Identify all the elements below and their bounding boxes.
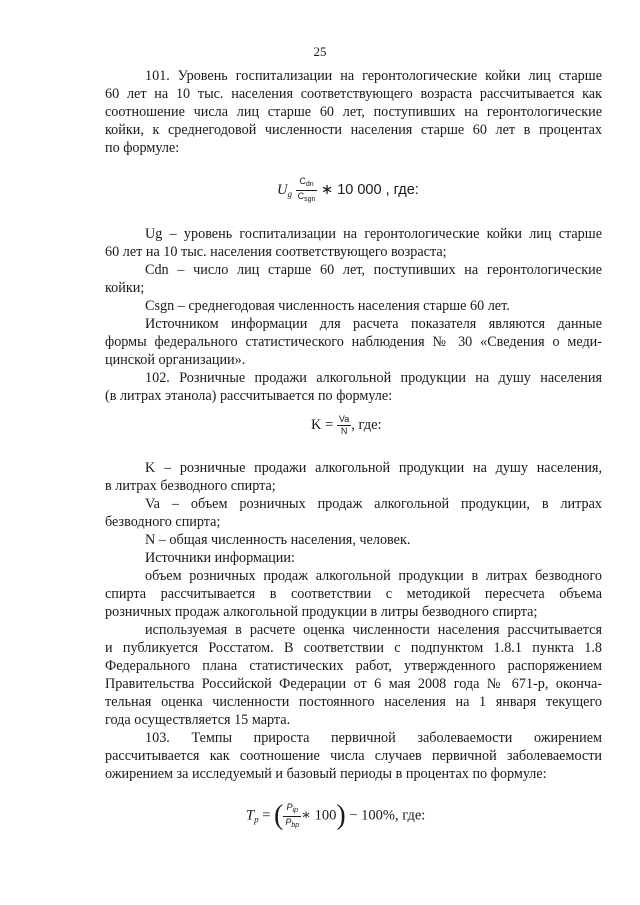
text-line: K – розничные продажи алкогольной продукции на душу населения,: [145, 460, 602, 476]
text-line: безводного спирта;: [105, 514, 221, 530]
text-line: 102. Розничные продажи алкогольной продукции на душу населения: [145, 370, 602, 386]
text-line: Csgn – среднегодовая численность населения старше 60 лет.: [145, 298, 510, 314]
text-line: N – общая численность населения, человек.: [145, 532, 411, 548]
text-line: используемая в расчете оценка численности населения рассчитывается: [145, 622, 602, 638]
text-line: Правительства Российской Федерации от 6 мая 2008 года № 671-р, оконча-: [105, 676, 602, 692]
fraction: $\frac{Va}{N}$: [338, 414, 350, 436]
text-line: Ug – уровень госпитализации на геронтологические койки лиц старше: [145, 226, 602, 242]
text-line: в литрах безводного спирта;: [105, 478, 276, 494]
text-line: 60 лет на 10 тыс. населения соответствующего возраста рассчитывается как: [105, 86, 602, 102]
text-line: Источники информации:: [145, 550, 295, 566]
text-line: розничных продаж алкогольной продукции в литры безводного спирта;: [105, 604, 538, 620]
formula-obesity: $T_p$ = ( $\frac{P_{ip}}{P_{bp}}$ ∗ 100) − 100%, где:: [246, 800, 426, 831]
text-line: Федерального плана статистических работ, утвержденного распоряжением: [105, 658, 602, 674]
text-line: (в литрах этанола) рассчитывается по формуле:: [105, 388, 393, 404]
text-line: и публикуется Росстатом. В соответствии с подпунктом 1.8.1 пункта 1.8: [105, 640, 602, 656]
text-line: 103. Темпы прироста первичной заболеваемости ожирением: [145, 730, 602, 746]
text-line: Va – объем розничных продаж алкогольной продукции, в литрах: [145, 496, 602, 512]
text-line: формы федерального статистического наблюдения № 30 «Сведения о меди-: [105, 334, 602, 350]
text-line: рассчитывается как соотношение числа случаев первичной заболеваемости: [105, 748, 602, 764]
text-line: койки;: [105, 280, 145, 296]
formula-gerontology: $U_g$ $\frac{C_{dn}}{C_{sgn}}$ ∗ 10 000 , где:: [277, 176, 419, 203]
text-line: года осуществляется 15 марта.: [105, 712, 291, 728]
text-line: 60 лет на 10 тыс. населения соответствующего возраста;: [105, 244, 447, 260]
text-line: Cdn – число лиц старше 60 лет, поступивших на геронтологические: [145, 262, 602, 278]
text-line: 101. Уровень госпитализации на геронтологические койки лиц старше: [145, 68, 602, 84]
text-line: объем розничных продаж алкогольной продукции в литрах безводного: [145, 568, 602, 584]
text-line: тельная оценка численности постоянного населения на 1 января текущего: [105, 694, 602, 710]
fraction: $\frac{C_{dn}}{C_{sgn}}$: [297, 176, 316, 203]
text-line: Источником информации для расчета показателя являются данные: [145, 316, 602, 332]
text-line: спирта рассчитывается в соответствии с методикой пересчета объема: [105, 586, 602, 602]
formula-alcohol: K = $\frac{Va}{N}$ , где:: [311, 414, 382, 436]
text-line: по формуле:: [105, 140, 180, 156]
fraction: $\frac{P_{ip}}{P_{bp}}$: [285, 801, 300, 829]
text-line: койки, к среднегодовой численности населения старше 60 лет в процентах: [105, 122, 602, 138]
text-line: ожирением за исследуемый и базовый периоды в процентах по формуле:: [105, 766, 547, 782]
page-number: 25: [313, 44, 327, 59]
text-line: соотношение числа лиц старше 60 лет, поступивших на геронтологические: [105, 104, 602, 120]
text-line: цинской организации».: [105, 352, 246, 368]
